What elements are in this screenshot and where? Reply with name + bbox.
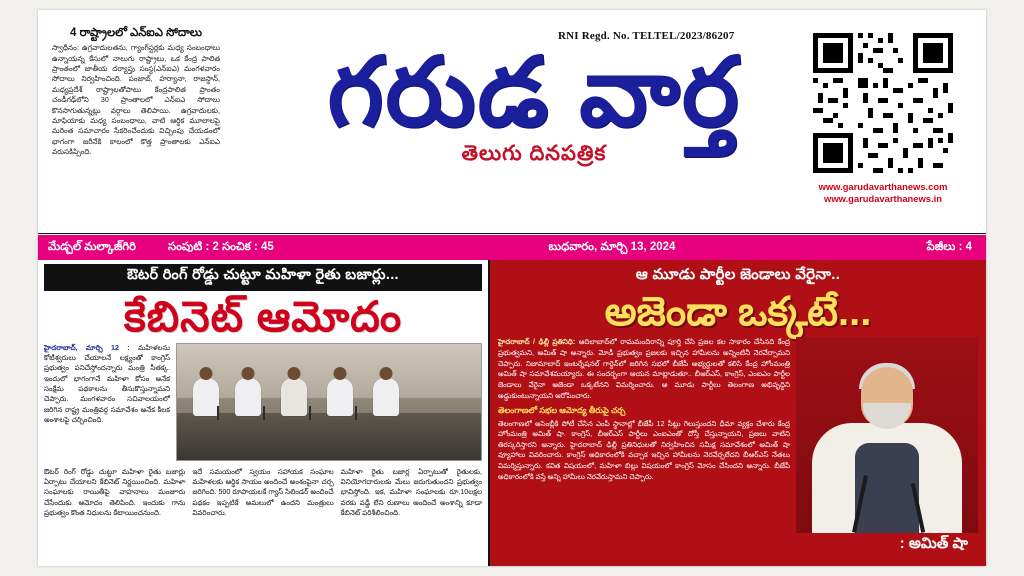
- website-link-in[interactable]: www.garudavarthanews.in: [824, 192, 942, 204]
- right-article: [490, 260, 986, 566]
- amit-shah-photo: [796, 337, 978, 533]
- left-article-col-3: మహిళా రైతు బజార్ల ఏర్పాటుతో రైతులకు, వినియోగదారులకు మేలు జరుగుతుందని ప్రభుత్వం భావిస్తోంది. ఇక, మహిళా సంఘాలకు రూ.10లక్షల వరకు వడ్డీ లేని రుణాలు అందించే అంశాన్ని కూడా కేబినెట్ పరిశీలించింది.: [340, 467, 482, 518]
- masthead: [38, 10, 986, 234]
- right-article-attribution: : అమిత్ షా: [899, 535, 968, 553]
- newspaper-title-block: [234, 39, 834, 171]
- left-article-col-1: ఔటర్ రింగ్ రోడ్డు చుట్టూ మహిళా రైతు బజార్లు ఏర్పాటు చేయాలని కేబినెట్ నిర్ణయించింది. మహిళా సంఘాలకు రాయితీపై వాహనాలు మంజూరు చేసేందుకు ఆమోదం తెలిపింది. ఇందుకు గాను ప్రభుత్వం కొంత నిధులను కేటాయించనుంది.: [44, 467, 186, 518]
- newspaper-subtitle: తెలుగు దినపత్రిక: [461, 142, 607, 166]
- right-article-headline: అజెండా ఒక్కటే...: [604, 290, 872, 334]
- qr-code-icon[interactable]: [794, 28, 972, 178]
- left-article-columns: [44, 467, 482, 519]
- right-article-lead: [498, 337, 790, 556]
- cabinet-meeting-photo: [176, 343, 482, 461]
- website-link-com[interactable]: www.garudavarthanews.com: [818, 181, 948, 192]
- right-article-body2: తెలంగాణలో అసెంబ్లీకి పోటీ చేసిన ఎంపీ స్థానాల్లో బీజేపీ 12 సీట్లు గెలుస్తుందని ధీమా వ్యక్తం చేశారు కేంద్ర హోంమంత్రి అమిత్ షా. కాంగ్రెస్, బీఆర్ఎస్ పార్టీలు ఎంఐఎంతో దోస్తీ చేస్తున్నాయని, ప్రజలు వాటిని తిరస్కరిస్తారని అన్నారు. హైదరాబాద్ ఢిల్లీ ప్రతినిధులతో నిర్వహించిన సమీక్ష సమావేశంలో అమిత్ షా వ్యూహాలు వివరించారు. కాంగ్రెస్ అధికారంలోకి వచ్చాక ఇచ్చిన హామీలను నెరవేర్చలేదని బీఆర్ఎస్ నేతలు విమర్శిస్తున్నారు. కవిత విషయంలో, మహిళా బిల్లు విషయంలో కాంగ్రెస్ మోసం చేసిందని అన్నారు. బీజేపీ అధికారంలోకి వస్తే అన్ని హామీలు నెరవేరుస్తామని చెప్పారు.: [498, 419, 790, 481]
- edition-name: మేడ్చల్ మల్కాజ్‌గిరి: [48, 240, 136, 253]
- qr-block: [794, 28, 972, 205]
- left-article-dateline: హైదరాబాద్, మార్చి 12 :: [44, 343, 130, 352]
- masthead-left-headline: 4 రాష్ట్రాలలో ఎన్‌ఐఎ సోదాలు: [70, 27, 202, 39]
- right-article-kicker: ఆ మూడు పార్టీల జెండాలు వేరైనా..: [635, 266, 841, 283]
- main-content: [38, 260, 986, 566]
- page-count: పేజీలు : 4: [926, 240, 972, 253]
- masthead-left-body: స్వాధీనం: ఉగ్రవాదులతను, గ్యాంగ్‌స్టర్లకు మధ్య సంబంధాలు ఉన్నాయన్న కేసులో నాలుగు రాష్ట్రాలు, ఒక కేంద్ర పాలిత ప్రాంతంలో జాతీయ దర్యాప్తు సంస్థ(ఎన్‌ఐఎ) మంగళవారం సోదాలు నిర్వహించింది. పంజాబ్, హర్యానా, రాజస్థాన్, మధ్యప్రదేశ్ రాష్ట్రాలతోపాటు కేంద్రపాలిత ప్రాంతం చండీగఢ్‌లోని 30 ప్రాంతాలలో ఎన్‌ఐఎ సోదాలు కొనసాగుతున్నట్లు వర్గాలు తెలిపాయి. ఉగ్రవాదులకు, మాఫియాకు మధ్య సంబంధాలు, వాటి ఆర్థిక మూలాలపై మరింత సమాచారం సేకరించేందుకు విచ్చింపు చేయడంలో భాగంగా జరీనేకి కాలంలో కొత్త ప్రాంతాలకు ఎన్‌ఐఎ వరుసకిప్పింది.: [52, 43, 220, 156]
- left-article-lead-text: మహిళలను కోటీశ్వరులు చేయాలనే లక్ష్యంతో కాంగ్రెస్ ప్రభుత్వం పనిచేస్తోందన్నారు మంత్రి సీతక్క. ఇందులో భాగంగానే మహిళా కోసం అనేక సంక్షేమ పథకాలను తీసుకొస్తున్నామని చెప్పారు. మంగళవారం సచివాలయంలో జరిగిన రాష్ట్ర మంత్రివర్గ సమావేశం అనేక కీలక అంశాలపై చర్చించింది.: [44, 343, 170, 425]
- paper-sheet: [38, 10, 986, 566]
- left-article-headline: కేబినెట్ ఆమోదం: [123, 293, 403, 340]
- right-article-body-row: [498, 337, 978, 556]
- left-article: [38, 260, 490, 566]
- website-links: [794, 181, 972, 205]
- masthead-left-story: [52, 26, 220, 157]
- page-title: గరుడ వార్త: [327, 39, 741, 146]
- left-article-kicker: ఔటర్ రింగ్ రోడ్డు చుట్టూ మహిళా రైతు బజార్లు...: [44, 264, 482, 291]
- publication-date: బుధవారం, మార్చి 13, 2024: [548, 240, 676, 253]
- left-article-lead: [44, 343, 170, 461]
- right-article-lead-text: ఆదిలాబాద్‌లో రామమందిరాన్ని పూర్తి చేసి ప్రజల కల సాకారం చేసినది కేంద్ర ప్రభుత్వమని, అమిత్ షా అన్నారు. మోడీ ప్రభుత్వం ప్రజలకు ఇచ్చిన హామీలను అన్నింటినీ నెరవేర్చామని చెప్పారు. నిజామాబాద్ ఇంటర్నేషనల్ గార్డెన్‌లో జరిగిన సభలో బీజేపీ అభ్యర్థులతో కలిసి కేంద్ర హోంమంత్రి అమిత్ షా సమావేశమయ్యారు. ఈ సందర్భంగా ఆయన మాట్లాడుతూ.. బీఆర్ఎస్, కాంగ్రెస్, ఎంఐఎం పార్టీల జెండాలు వేరైనా అజెండా ఒక్కటేనని విమర్శించారు. ఆ మూడు పార్టీలు తెలంగాణ అభివృద్ధిని అడ్డుకుంటున్నాయని ఆరోపించారు.: [498, 338, 790, 400]
- right-article-dateline: హైదరాబాద్ / ఢిల్లీ ప్రతినిధి:: [498, 338, 576, 347]
- rni-registration: RNI Regd. No. TELTEL/2023/86207: [558, 30, 735, 42]
- left-article-lead-row: [44, 343, 482, 461]
- volume-issue: సంపుటి : 2 సంచిక : 45: [168, 240, 274, 253]
- edition-info-bar: [38, 234, 986, 260]
- left-article-col-2: ఇదే సమయంలో స్వయం సహాయక సంఘాల మహిళలకు ఆర్థిక సాయం అందించే అంశంపైనా చర్చ జరిగింది. 500 రూపాయలకే గ్యాస్ సిలిండర్ అందించే పథకం ఇప్పటికే అమలులో ఉందని మంత్రులు వివరించారు.: [192, 467, 334, 518]
- right-article-subhead: తెలంగాణలో సభల ఆమోద్య తీరుపై చర్చ: [498, 406, 626, 416]
